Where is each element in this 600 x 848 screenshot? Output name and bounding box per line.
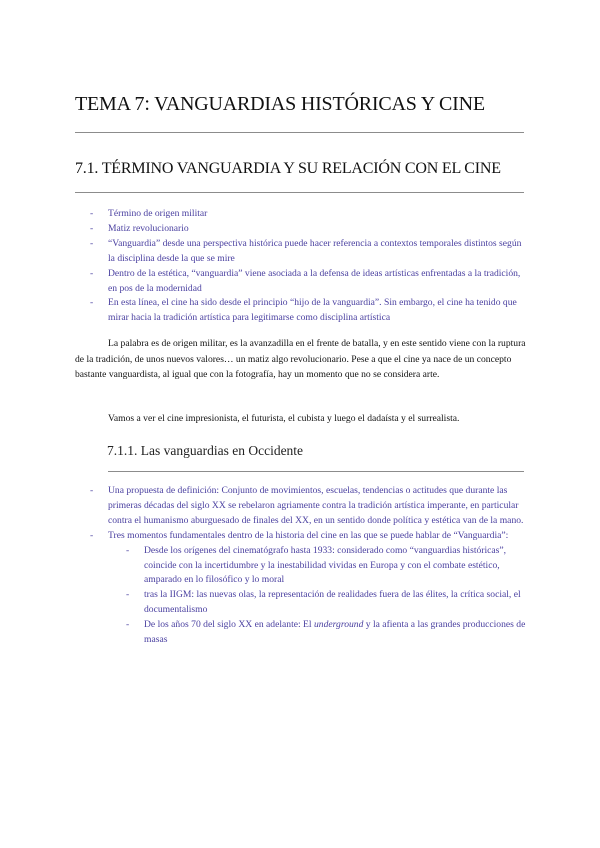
dash-bullet: - [126,619,130,631]
list-item: - Una propuesta de definición: Conjunto de movimientos, escuelas, tendencias o actitudes que durante las primeras décadas del siglo XX se rebelaron agriamente contra la tradición artística imperante, en particular contra el humanismo aburguesado de finales del XX, en un sentido donde política y estética van de la mano. [90,485,524,526]
section-heading: 7.1. TÉRMINO VANGUARDIA Y SU RELACIÓN CON EL CINE [75,160,501,177]
list-item: - Tres momentos fundamentales dentro de la historia del cine en las que se puede hablar de “Vanguardia”: - Desde los orígenes del cinematógrafo hasta 1933: considerado como “vanguardias históricas”, coincide con la incertidumbre y la inestabilidad vividas en Europa y con el combate estético, amparado en lo filosófico y lo moral - tras la IIGM: las nuevas olas, la representación de realidades fuera de las élites, la crítica social, el documentalismo - De los años 70 del siglo XX en adelante: El underground y la afienta a las grandes producciones de masas [108,529,528,648]
list-item: - Dentro de la estética, “vanguardia” viene asociada a la defensa de ideas artísticas enfrentadas a la tradición, en pos de la modernidad [90,267,521,294]
dash-bullet: - [90,267,94,279]
list-item: - “Vanguardia” desde una perspectiva histórica puede hacer referencia a contextos temporales distintos según la disciplina desde la que se mire [90,237,522,264]
dash-bullet: - [90,237,94,249]
list-item: - Matiz revolucionario [108,222,526,237]
sublist-item: - De los años 70 del siglo XX en adelante: El underground y la afienta a las grandes producciones de masas [126,619,526,646]
subsection-heading: 7.1.1. Las vanguardias en Occidente [107,443,304,458]
vanguard-list [90,484,528,648]
dash-bullet: - [90,208,94,219]
list-item: - Término de origen militar [108,207,526,222]
sublist-item: - Desde los orígenes del cinematógrafo hasta 1933: considerado como “vanguardias históricas”, coincide con la incertidumbre y la inestabilidad vividas en Europa y con el combate estético, amparado en lo filosófico y lo moral [126,544,507,586]
subsection-divider [108,471,524,472]
body-paragraph-overview: Vamos a ver el cine impresionista, el futurista, el cubista y luego el dadaísta y el surrealista. [108,413,460,424]
moments-sublist [108,544,528,648]
title-divider [75,132,524,133]
term-list [90,207,526,326]
sublist-item: - tras la IIGM: las nuevas olas, la representación de realidades fuera de las élites, la crítica social, el documentalismo [126,589,521,616]
dash-bullet: - [90,485,94,496]
section-divider [75,192,524,193]
list-item: - En esta línea, el cine ha sido desde el principio “hijo de la vanguardia”. Sin embargo, el cine ha tenido que mirar hacia la tradición artística para legitimarse como disciplina artística [90,297,517,324]
body-paragraph-origin: La palabra es de origen militar, es la avanzadilla en el frente de batalla, y en este sentido viene con la ruptura de la tradición, de unos nuevos valores… un matiz algo revolucionario. Pese a que el cine ya nace de un concepto bastante vanguardista, al igual que con la fotografía, hay un momento que no se considera arte. [75,338,526,380]
page-title: TEMA 7: VANGUARDIAS HISTÓRICAS Y CINE [75,93,485,115]
underground-term: underground [314,619,364,631]
dash-bullet: - [90,222,94,234]
dash-bullet: - [126,589,130,601]
dash-bullet: - [90,297,94,309]
dash-bullet: - [90,529,94,541]
dash-bullet: - [126,544,130,556]
